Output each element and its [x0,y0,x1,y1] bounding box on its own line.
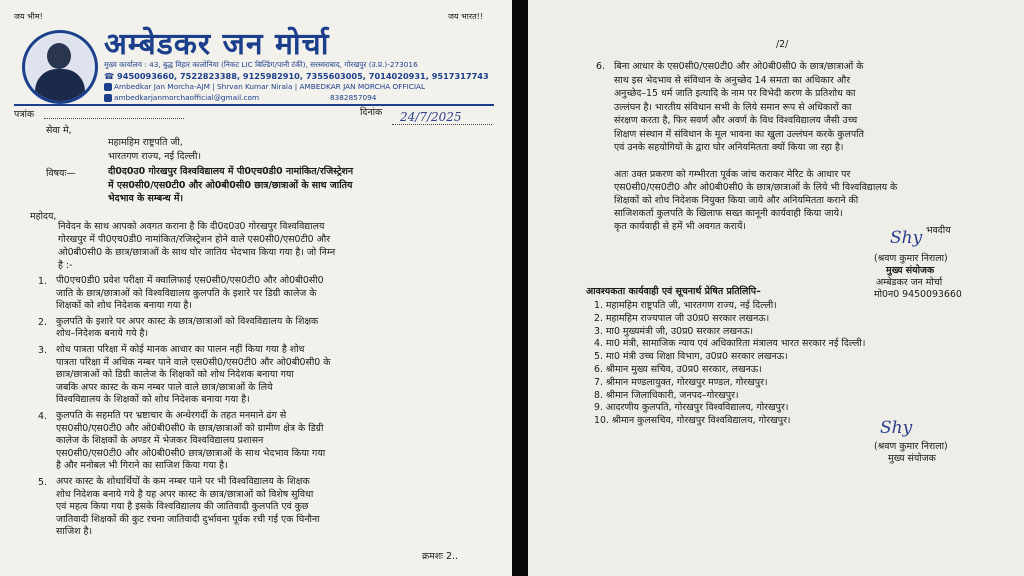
point-6-line: शिक्षण संस्थान में संविधान के मूल भावना का खुला उल्लंघन करके कुलपति [614,128,864,140]
intro-line: गोरखपुर में पी0एच0डी0 नामांकित/रजिस्ट्रेशन होने वाले एस0सी0/एस0टी0 और [58,234,331,245]
list-item-line: शोध–निदेशक बनाये गये है। [56,328,149,340]
signer-title: मुख्य संयोजक [886,265,935,276]
list-item-line: कुलपति के सहमति पर भ्रष्टाचार के अन्धेरगर्दी के तहत मनमाने ढंग से [56,409,287,421]
greeting-top-left: जय भीम! [14,12,43,21]
email-phone: 8382857094 [330,93,377,102]
continued-marker: क्रमशः 2.. [422,551,458,562]
subject-line: में एस0सी0/एस0टी0 और ओ0बी0सी0 छात्र/छात्राओं के साथ जातिय [108,179,353,191]
email-address: ambedkarjanmorchaofficial@gmail.com [114,93,260,102]
list-item-line: जातिवादी शिक्षकों की कुट रचना जातिवादी दुर्भावना पूर्वक रची गई एक घिनौना [56,513,320,525]
list-item-number: 1. [38,276,47,287]
facebook-icon [104,83,112,91]
list-item-number: 4. [38,410,47,422]
request-paragraph [614,168,897,233]
point-6-line: एवं उनके सहयोगियों के द्वारा घोर अनियमितता क्यों किया जा रहा है। [614,142,844,153]
list-item-line: छात्र/छात्राओं को डिग्री कालेज के शिक्षकों को शोध निदेशक बनाया गया [56,369,294,381]
cc-list-item: 2. महामहिम राज्यपाल जी उ0प्र0 सरकार लखनऊ। [594,312,770,324]
date-label: दिनांक [360,107,383,118]
cc-list-item: 8. श्रीमान जिलाधिकारी, जनपद–गोरखपुर। [594,389,739,401]
list-item-body [56,316,330,341]
cc-list-item: 1. महामहिम राष्ट्रपति जी, भारतगण राज्य, नई दिल्ली। [594,300,777,311]
list-item-line: पी0एच0डी0 प्रवेश परीक्षा में क्वालिफाई एस0सी0/एस0टी0 और ओ0बी0सी0 [56,275,324,286]
list-item-line: एवं महत्व किया गया है इसके विश्वविद्यालय की जातिवादी कुलपति एवं कुछ [56,501,309,513]
request-line: शिक्षकों को शोध निदेशक नियुक्त किया जाये और अनियमितता कराने की [614,195,859,206]
ambedkar-portrait-logo [22,30,98,104]
request-line: साजिशकर्ता कुलपति के खिलाफ सख्त कानूनी कार्यवाही किया जाये। [614,208,843,219]
page-number: /2/ [776,39,789,50]
cc-heading: आवश्यकता कार्यवाही एवं सूचनार्थ प्रेषित प्रतिलिपि– [586,286,761,297]
list-item-line: कुलपति के इशारे पर अपर कास्ट के छात्र/छात्राओं को विश्वविद्यालय के शिक्षक [56,315,319,327]
point-6-text [614,60,864,155]
email-line [104,93,259,102]
list-item-line: जबकि अपर कास्ट के कम नम्बर पाले वाले छात्र/छात्राओं के लिये [56,381,273,393]
to-label: सेवा मे, [46,125,72,136]
ref-dotted-line [44,118,184,119]
point-6-line: अनुच्छेद–15 धर्म जाति इत्यादि के नाम पर विभेदी करण के प्रतिशोध का [614,88,856,99]
list-item-number: 5. [38,476,47,488]
request-line: एस0सी0/एस0टी0 और ओ0बी0सी0 के छात्र/छात्राओं के लिये भी विश्वविद्यालय के [614,182,898,193]
list-item-body [56,275,330,313]
closing-word: भवदीय [926,225,951,236]
ref-label: पत्रांक [14,109,35,120]
signature-2: Shy [880,418,913,438]
list-item-body [56,344,330,407]
list-item-line: एस0सी0/एस0टी0 और ओ0बी0सी0 के छात्र/छात्राओं को ग्रामीण क्षेत्र के डिग्री [56,422,324,434]
intro-line: ओ0बी0सी0 के छात्र/छात्राओं के साथ घोर जातिय भेदभाव किया गया है। जो निम्न [58,247,336,258]
list-item-line: कालेज के शिक्षकों के अण्डर में भेजकर विश्वविद्यालय प्रशासन [56,435,264,447]
list-item [38,275,330,313]
cc-list-item: 5. मा0 मंत्री उच्च शिक्षा विभाग, उ0प्र0 सरकार लखनऊ। [594,351,788,363]
subject-line: दी0द0उ0 गोरखपुर विश्वविद्यालय में पी0एच0डी0 नामांकित/रजिस्ट्रेशन [108,166,354,177]
cc-list-item: 6. श्रीमान मुख्य सचिव, उ0प्र0 सरकार, लखनऊ। [594,363,762,375]
cc-list-item: 3. मा0 मुख्यमंत्री जी, उ0प्र0 सरकार लखनऊ। [594,325,754,337]
request-line: अतः उक्त प्रकरण को गम्भीरता पूर्वक जांच कराकर मेरिट के आधार पर [614,169,851,180]
list-item-number: 2. [38,316,47,328]
cc-list-item: 10. श्रीमान कुलसचिव, गोरखपुर विश्वविद्यालय, गोरखपुर। [594,415,791,427]
list-item-body [56,476,330,539]
addressee-line-1: महामहिम राष्ट्रपति जी, [108,137,183,148]
list-item-line: साजिश है। [56,526,93,538]
signer-phone: मो0न0 9450093660 [874,289,962,300]
mail-icon [104,94,112,102]
subject-line: भेदभाव के सम्बन्ध में। [108,193,184,204]
point-6-number: 6. [596,61,605,72]
addressee-line-2: भारतगण राज्य, नई दिल्ली। [108,151,202,162]
list-item-line: शोध पात्रता परिक्षा में कोई मानक आधार का पालन नहीं किया गया है शोध [56,343,305,355]
list-item-line: जाति के छात्र/छात्राओं को विश्वविद्यालय कुलपति के इशारे पर डिग्री कालेज के [56,287,317,299]
social-text: Ambedkar Jan Morcha-AJM | Shrvan Kumar Nirala | AMBEDKAR JAN MORCHA OFFICIAL [114,82,426,91]
list-item-line: अपर कास्ट के शोधार्थियों के कम नम्बर पाने पर भी विश्वविद्यालय के शिक्षक [56,475,310,487]
list-item-number: 3. [38,344,47,356]
list-item-line: पात्रता परिक्षा में अधिक नम्बर पाने वाले एस0सी0/एस0टी0 और ओ0बी0सी0 के [56,356,331,368]
list-item [38,476,330,539]
letter-page-2 [528,0,1024,576]
signer-title-2: मुख्य संयोजक [888,453,936,464]
list-item-line: शिक्षकों को शोध निदेशक बनाया गया है। [56,300,192,312]
list-item-line: शोध निदेशक बनाये गये है यह अपर कास्ट के छात्र/छात्राओं को विशेष सुविधा [56,488,314,500]
cc-list-item: 9. आदरणीय कुलपति, गोरखपुर विश्वविद्यालय, गोरखपुर। [594,402,789,414]
intro-line: निवेदन के साथ आपको अवगत कराना है कि दी0द0उ0 गोरखपुर विश्वविद्यालय [58,221,325,232]
cc-list-item: 7. श्रीमान मण्डलायुक्त, गोरखपुर मण्डल, गोरखपुर। [594,376,768,388]
cc-list-item: 4. मा0 मंत्री, सामाजिक न्याय एवं अधिकारिता मंत्रालय भारत सरकार नई दिल्ली। [594,338,866,350]
list-item [38,344,330,407]
salutation: महोदय, [30,211,57,222]
intro-line: है :- [58,260,73,271]
list-item [38,410,330,473]
list-item-body [56,410,330,473]
point-6-line: संरक्षण करता है, फिर सवर्ण और अवर्ण के विध विश्वविद्यालय जैसी उच्च [614,115,858,126]
subject-block [108,165,353,206]
office-address: मुख्य कार्यालय : 43, बुद्ध विहार कालोनिया (निकट LIC बिल्डिंग/पानी टंकी), सरस्वराबाद, गोरखपुर (उ.प्र.)-273016 [104,60,418,69]
point-6-line: साथ इस भेदभाव से संविधान के अनुच्छेद 14 समता का अधिकार और [614,74,851,86]
points-list [38,275,330,542]
cc-list [594,300,865,428]
signature-1: Shy [890,228,923,248]
point-6-line: बिना आधार के एस0सी0/एस0टी0 और ओ0बी0सी0 के छात्र/छात्राओं के [614,61,864,72]
point-6-line: उल्लंघन है। भारतीय संविधान सभी के लिये समान रूप से अधिकारों का [614,101,852,113]
org-title: अम्बेडकर जन मोर्चा [104,27,330,62]
header-divider [14,104,494,106]
signer-name: (श्रवण कुमार निराला) [874,253,948,264]
phone-numbers: ☎ 9450093660, 7522823388, 9125982910, 7355603005, 7014020931, 9517317743 [104,71,489,81]
date-dotted-line [392,124,492,125]
list-item-line: विश्वविद्यालय के शिक्षकों को शोध निदेशक बनाया गया है। [56,394,250,406]
social-handles [104,82,425,91]
signer-name-2: (श्रवण कुमार निराला) [874,441,948,452]
subject-label: विषयः— [46,168,76,179]
request-line: कृत कार्यवाही से हमें भी अवगत करायें। [614,221,746,232]
signer-org: अम्बेडकर जन मोर्चा [876,277,943,288]
list-item [38,316,330,341]
intro-paragraph [58,220,335,272]
list-item-line: एस0सी0/एस0टी0 और ओ0बी0सी0 छात्र/छात्राओं के साथ भेदभाव किया गया [56,447,326,459]
greeting-top-right: जय भारत!! [448,12,484,21]
list-item-line: है और मनोबल भी गिराने का साजिश किया गया है। [56,460,228,472]
date-handwritten: 24/7/2025 [400,110,462,124]
